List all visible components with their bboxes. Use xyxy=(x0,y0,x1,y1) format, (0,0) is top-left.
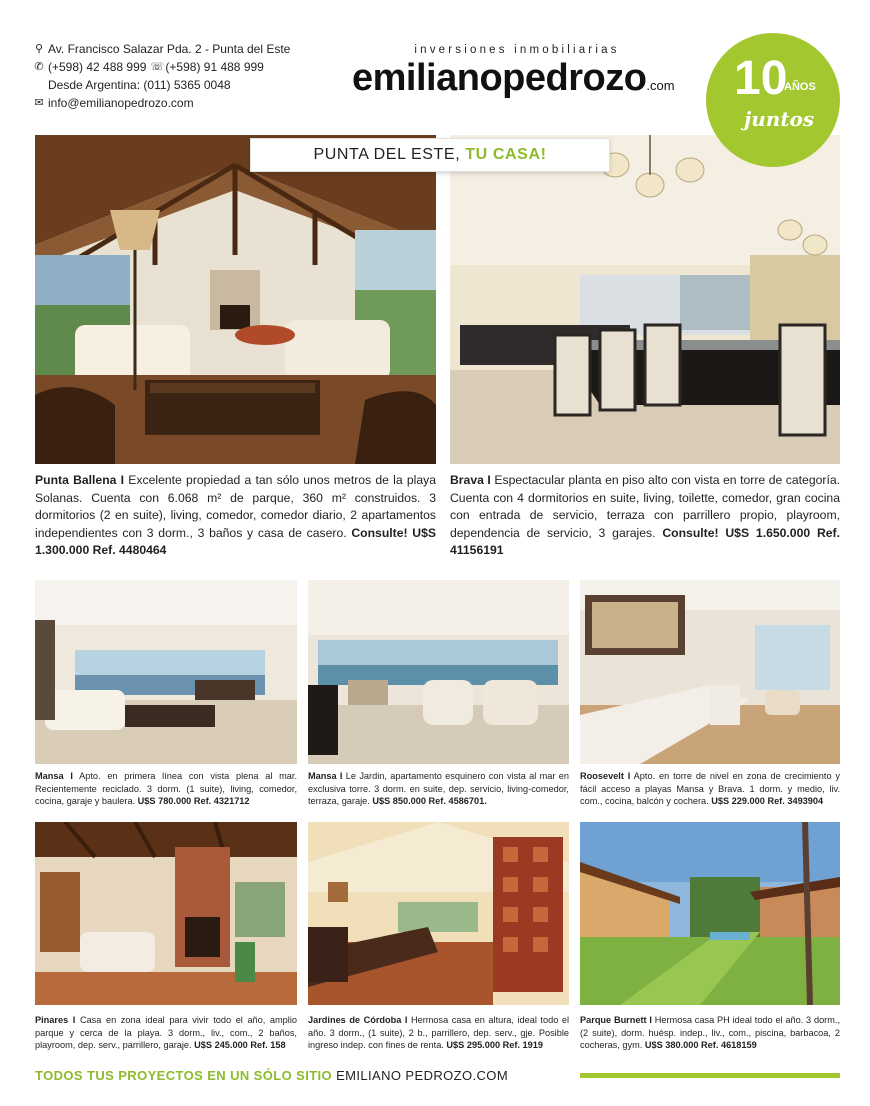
listing-jardines-de-cordoba xyxy=(308,1014,569,1052)
photo-punta-ballena[interactable] xyxy=(35,135,436,464)
photo-pinares[interactable] xyxy=(35,822,297,1005)
photo-brava[interactable] xyxy=(450,135,840,464)
contact-info xyxy=(33,40,290,112)
phone-icon: ✆ xyxy=(34,61,44,73)
listing-price: U$S 245.000 Ref. 158 xyxy=(194,1040,286,1051)
listing-body: Apto. en torre de nivel en zona de crecimiento y fácil acceso a playas Mansa y Brava. 1 dorm. y medio, liv. com., cocina, balcón y cochera. xyxy=(580,771,841,807)
listing-mansa-1 xyxy=(35,770,297,808)
brand-logo[interactable] xyxy=(352,44,682,108)
photo-jardines-de-cordoba[interactable] xyxy=(308,822,569,1005)
banner-accent: TU CASA! xyxy=(465,146,547,163)
listing-price: U$S 780.000 Ref. 4321712 xyxy=(137,796,250,807)
listing-title: Roosevelt I xyxy=(580,771,631,781)
email-row xyxy=(33,94,290,112)
listing-mansa-2 xyxy=(308,770,569,808)
footer-divider xyxy=(580,1073,840,1078)
photo-parque-burnett[interactable] xyxy=(580,822,840,1005)
listing-body: Espectacular planta en piso alto con vista en torre de categoría. Cuenta con 4 dormitorios en suite, living, toilette, comedor, gran cocina con entrada de servicio, terraza con parrillero propio, playroom, dependencia de servicio, 3 garajes. xyxy=(450,473,840,540)
listing-title: Parque Burnett I xyxy=(580,1015,652,1025)
listing-price: U$S 229.000 Ref. 3493904 xyxy=(711,796,824,807)
footer-slogan-text: TODOS TUS PROYECTOS EN UN SÓLO SITIO xyxy=(35,1068,333,1083)
whatsapp-icon: ☏ xyxy=(150,61,165,73)
seal-word: juntos xyxy=(744,107,815,131)
seal-unit: AÑOS xyxy=(784,81,816,93)
brand-name xyxy=(352,56,682,108)
listing-body: Excelente propiedad a tan sólo unos metros de la playa Solanas. Cuenta con 6.068 m² de parque, 360 m² construidos. 3 dormitorios (2 en suite), living, comedor, comedor diario, 2 apartamentos independientes con 3 dorm., 3 baños y casa de casero. xyxy=(35,473,437,540)
address: Av. Francisco Salazar Pda. 2 - Punta del Este xyxy=(48,42,291,56)
footer-slogan xyxy=(35,1068,508,1083)
listing-title: Punta Ballena I xyxy=(35,473,125,487)
argentina-row xyxy=(33,76,290,94)
photo-roosevelt[interactable] xyxy=(580,580,840,764)
address-row xyxy=(33,40,290,58)
phone-number[interactable]: (+598) 42 488 999 xyxy=(48,60,147,74)
listing-body: Hermosa casa PH ideal todo el año. 3 dorm., (2 suite), dorm. huésp. indep., liv., com., piscina, barbacoa, 2 cocheras, gym. xyxy=(580,1015,840,1051)
photo-mansa-2[interactable] xyxy=(308,580,569,764)
listing-body: Hermosa casa en altura, ideal todo el año. 3 dorm., (1 suite), 2 b., parrillero, dep. serv., gje. Posible ingreso indep. con fines de renta. xyxy=(308,1015,569,1051)
listing-brava xyxy=(450,472,840,560)
banner-text: PUNTA DEL ESTE, xyxy=(313,146,466,163)
listing-roosevelt xyxy=(580,770,840,808)
brand-tagline: inversiones inmobiliarias xyxy=(414,44,620,56)
whatsapp-number[interactable]: (+598) 91 488 999 xyxy=(165,60,264,74)
listing-price: U$S 380.000 Ref. 4618159 xyxy=(644,1040,757,1051)
listing-title: Mansa I xyxy=(308,771,343,781)
pin-icon: ⚲ xyxy=(34,43,44,55)
listing-body: Casa en zona ideal para vivir todo el año, amplio parque y cerca de la playa. 3 dorm., liv., com., 2 baños, playroom, dep. serv., parrillero, garaje. xyxy=(35,1015,297,1051)
seal-number: 10 xyxy=(734,52,788,105)
anniversary-seal xyxy=(706,33,840,167)
mail-icon: ✉ xyxy=(34,97,44,109)
listing-punta-ballena xyxy=(35,472,436,560)
listing-title: Jardines de Córdoba I xyxy=(308,1015,408,1025)
listing-price: Consulte! U$S 1.300.000 Ref. 4480464 xyxy=(35,525,436,558)
listing-title: Pinares I xyxy=(35,1015,76,1025)
brand-name-text: emilianopedrozo xyxy=(352,57,647,99)
brand-suffix: .com xyxy=(646,78,675,93)
headline-banner xyxy=(250,138,610,172)
listing-body: Le Jardin, apartamento esquinero con vista al mar en exclusiva torre. 3 dorm. en suite, dep. servicio, living-comedor, terraza, garaje. xyxy=(308,771,569,807)
argentina-phone[interactable]: Desde Argentina: (011) 5365 0048 xyxy=(48,78,231,92)
phone-row xyxy=(33,58,290,76)
listing-price: Consulte! U$S 1.650.000 Ref. 41156191 xyxy=(450,525,840,558)
listing-title: Mansa I xyxy=(35,771,73,781)
listing-body: Apto. en primera línea con vista plena al mar. Recientemente reciclado. 3 dorm. (1 suite), living, comedor, cocina, garaje y baulera. xyxy=(35,771,297,807)
listing-title: Brava I xyxy=(450,473,491,487)
listing-pinares xyxy=(35,1014,297,1052)
photo-mansa-1[interactable] xyxy=(35,580,297,764)
listing-parque-burnett xyxy=(580,1014,840,1052)
listing-price: U$S 295.000 Ref. 1919 xyxy=(446,1040,543,1051)
listing-price: U$S 850.000 Ref. 4586701. xyxy=(372,796,487,807)
email-link[interactable]: info@emilianopedrozo.com xyxy=(48,96,194,110)
footer-site[interactable]: EMILIANO PEDROZO.COM xyxy=(332,1068,509,1083)
